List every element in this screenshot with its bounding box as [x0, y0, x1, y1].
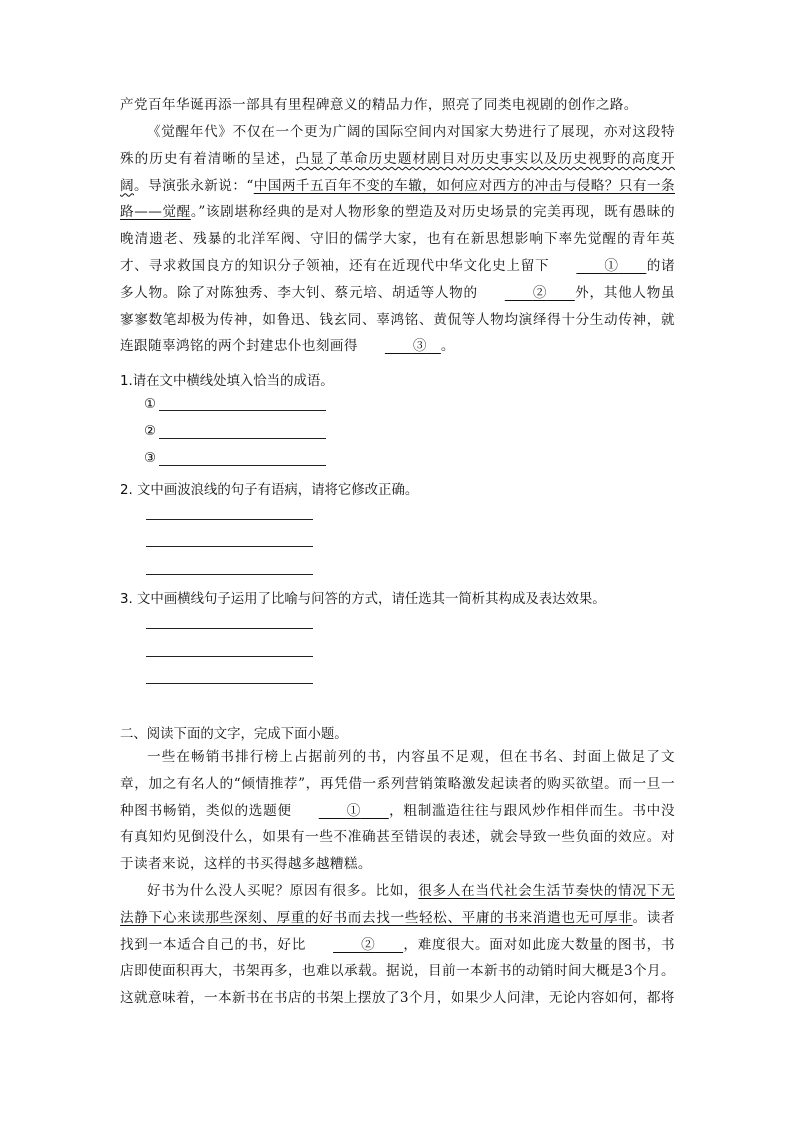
wavy-underlined-sentence: 凸显了革命历史题材剧目对历史事实以及历史视野的高度开阔: [120, 150, 675, 194]
answer-line-q2-1[interactable]: [146, 519, 313, 520]
section2-fill-blank-2[interactable]: [306, 932, 403, 959]
answer-line-q3-2[interactable]: [146, 656, 313, 657]
answer-label-3: ③: [144, 451, 157, 466]
answer-label-2: ②: [144, 424, 157, 439]
answer-line-1[interactable]: [159, 410, 326, 411]
section2-text: ，粗制滥造往往与跟风炒作相伴而生。书中没有真知灼见倒没什么，如果有一些不准确甚至错误的表述，就会导致一些负面的效应。对于读者来说，这样的书买得越多越糟糕。: [120, 802, 675, 873]
section2-fill-blank-1[interactable]: [292, 798, 389, 825]
answer-line-2[interactable]: [159, 438, 326, 439]
passage1-text: 。: [440, 338, 455, 355]
fill-blank-3[interactable]: [358, 333, 441, 360]
passage1-line: 产党百年华诞再添一部具有里程碑意义的精品力作，照亮了同类电视剧的创作之路。: [120, 97, 638, 113]
section2-text: 好书为什么没人买呢？原因有很多。比如，: [147, 883, 419, 899]
underlined-sentence: 中国两千五百年不变的车辙，如何应对西方的冲击与侵略？只有一条路——觉醒: [120, 177, 675, 221]
passage1-text: 。”该剧堪称经典的是对人物形象的塑造及对历史场景的完美再现，既有愚昧的晚清遗老、残暴的北洋军阀、守旧的儒学大家，也有在新思想影响下率先觉醒的青年英才、寻求救国良方的知识分子领袖，还有在近现代中华文化史上留下: [120, 204, 675, 274]
passage1-text: 。导演张永新说：“: [134, 177, 254, 194]
blank-marker: ②: [532, 284, 547, 301]
fill-blank-2[interactable]: [478, 280, 575, 307]
question-1: 1.请在文中横线处填入恰当的成语。: [120, 374, 334, 389]
answer-line-q2-3[interactable]: [146, 574, 313, 575]
section2-text: 。读者找到一本适合自己的书，好比: [120, 909, 675, 953]
blank-marker: ①: [346, 802, 361, 819]
passage1-paragraph2: [120, 119, 675, 360]
passage1-text: 的诸多人物。除了对陈独秀、李大钊、蔡元培、胡适等人物的: [120, 257, 675, 301]
passage1-first-line: [120, 92, 675, 119]
answer-line-3[interactable]: [159, 465, 326, 466]
answer-line-q3-1[interactable]: [146, 628, 313, 629]
question-3: 3. 文中画横线句子运用了比喻与问答的方式，请任选其一简析其构成及表达效果。: [120, 592, 606, 607]
question-2: 2. 文中画波浪线的句子有语病，请将它修改正确。: [120, 483, 419, 498]
passage1-text: 外，其他人物虽寥寥数笔却极为传神，如鲁迅、钱玄同、辜鸿铭、黄侃等人物均演绎得十分生动传神，就连跟随辜鸿铭的两个封建忠仆也刻画得: [120, 284, 675, 355]
section2-text: ，难度很大。面对如此庞大数量的图书，书店即使面积再大，书架再多，也难以承载。据说，目前一本新书的动销时间大概是3个月。这就意味着，一本新书在书店的书架上摆放了3个月，如果少人问津，无论内容如何，都将: [120, 936, 675, 1007]
section2-heading: 二、阅读下面的文字，完成下面小题。: [120, 727, 348, 742]
underlined-sentence: 很多人在当代社会生活节奏快的情况下无法静下心来读那些深刻、厚重的好书而去找一些轻松、平庸的书来消遣也无可厚非: [120, 883, 675, 926]
blank-marker: ③: [412, 338, 427, 355]
answer-line-q2-2[interactable]: [146, 546, 313, 547]
blank-marker: ②: [361, 936, 376, 953]
section2-paragraph2: [120, 878, 675, 1012]
blank-marker: ①: [604, 257, 619, 274]
answer-label-1: ①: [144, 397, 157, 412]
answer-line-q3-3[interactable]: [146, 683, 313, 684]
section2-text: 一些在畅销书排行榜上占据前列的书，内容虽不足观，但在书名、封面上做足了文章，加之有名人的“倾情推荐”，再凭借一系列营销策略激发起读者的购买欲望。而一旦一种图书畅销，类似的选题便: [120, 749, 675, 819]
passage1-text: 《觉醒年代》不仅在一个更为广阔的国际空间内对国家大势进行了展现，亦对这段特殊的历史有着清晰的呈述，: [120, 124, 675, 167]
section2-paragraph1: [120, 744, 675, 878]
fill-blank-1[interactable]: [549, 253, 646, 280]
